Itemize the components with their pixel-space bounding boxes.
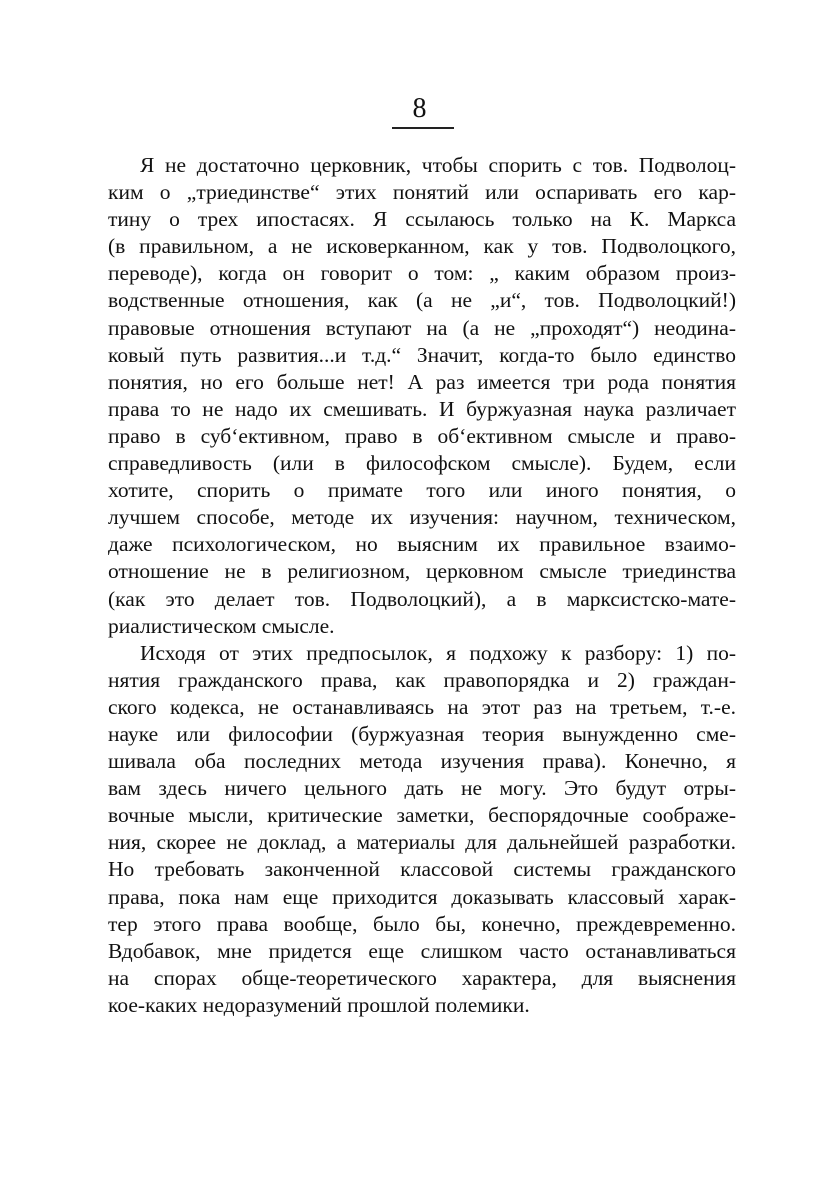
text-line: на спорах обще-теоретического характера, для выяснения [108,965,736,990]
text-line: право в суб‘ективном, право в об‘ективном смысле и право- [108,423,736,448]
text-line: Вдобавок, мне придется еще слишком часто останавливаться [108,938,736,963]
text-line: (в правильном, а не исковерканном, как у тов. Подволоцкого, [108,234,736,259]
text-line: лучшем способе, методе их изучения: научном, техническом, [108,505,736,530]
text-line: вам здесь ничего цельного дать не могу. Это будут отры- [108,776,736,801]
text-line: вочные мысли, критические заметки, беспорядочные соображе- [108,803,736,828]
body-text [108,152,736,1019]
text-line: понятия, но его больше нет! А раз имеется три рода понятия [108,369,736,394]
text-line: права то не надо их смешивать. И буржуазная наука различает [108,396,736,421]
text-line: Но требовать законченной классовой системы гражданского [108,857,736,882]
page-number-rule [392,127,454,129]
text-line: Исходя от этих предпосылок, я подхожу к разбору: 1) по- [140,640,736,665]
text-line: нятия гражданского права, как правопорядка и 2) граждан- [108,667,736,692]
text-line: ского кодекса, не останавливаясь на этот раз на третьем, т.-е. [108,694,736,719]
text-line: Я не достаточно церковник, чтобы спорить с тов. Подволоц- [140,153,736,177]
paragraph-2 [108,640,736,1019]
text-line: шивала оба последних метода изучения права). Конечно, я [108,749,736,774]
text-line: даже психологическом, но выясним их правильное взаимо- [108,532,736,557]
text-line: ким о „триединстве“ этих понятий или оспаривать его кар- [108,180,736,205]
text-line: риалистическом смысле. [108,613,335,638]
page-number: 8 [412,93,428,124]
text-line: тину о трех ипостасях. Я ссылаюсь только на К. Маркса [108,207,736,232]
text-line: переводе), когда он говорит о том: „ каким образом произ- [108,261,736,286]
text-line: права, пока нам еще приходится доказывать классовый харак- [108,884,736,909]
paragraph-1 [108,152,736,640]
text-line: (как это делает тов. Подволоцкий), а в марксистско-мате- [108,586,736,611]
text-line: хотите, спорить о примате того или иного понятия, о [108,478,736,503]
text-line: тер этого права вообще, было бы, конечно, преждевременно. [108,911,736,936]
text-line: отношение не в религиозном, церковном смысле триединства [108,559,736,584]
text-line: водственные отношения, как (а не „и“, тов. Подволоцкий!) [108,288,736,313]
text-line: ния, скорее не доклад, а материалы для дальнейшей разработки. [108,830,736,855]
text-line: науке или философии (буржуазная теория вынужденно сме- [108,721,736,746]
text-line: ковый путь развития...и т.д.“ Значит, когда-то было единство [108,342,736,367]
text-line: кое-каких недоразумений прошлой полемики. [108,992,530,1017]
text-line: правовые отношения вступают на (а не „проходят“) неодина- [108,315,736,340]
text-line: справедливость (или в философском смысле). Будем, если [108,451,736,476]
